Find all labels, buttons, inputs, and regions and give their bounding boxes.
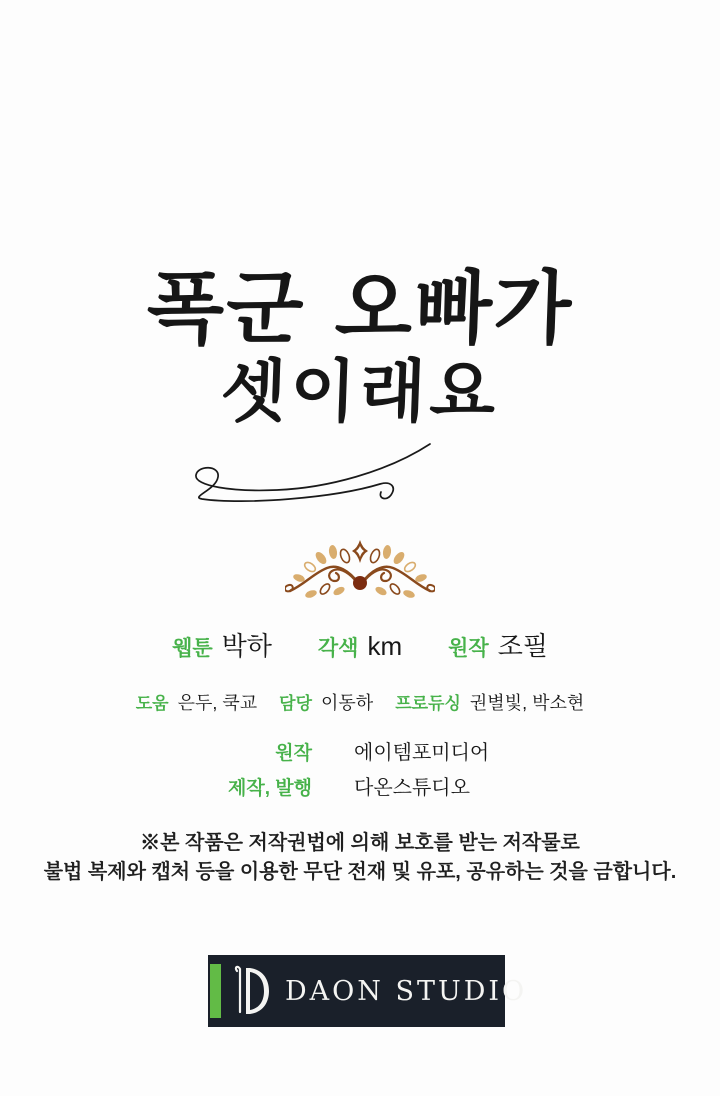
series-title-line1: 폭군 오빠가 — [145, 261, 575, 355]
credit-value: km — [367, 631, 403, 661]
credits-row-main — [0, 626, 720, 663]
credit-producing — [395, 689, 584, 715]
credit-adaptation — [318, 631, 402, 662]
credit-original-media — [177, 736, 543, 765]
copyright-line2: 불법 복제와 캡처 등을 이용한 무단 전재 및 유포, 공유하는 것을 금합니다. — [43, 861, 677, 883]
credit-label: 프로듀싱 — [395, 694, 461, 713]
logo-wordmark: DAON STUDIO — [285, 975, 528, 1007]
logo-accent-bar — [210, 964, 221, 1018]
credit-label: 원작 — [448, 637, 489, 660]
credit-manager — [279, 689, 373, 715]
credit-label: 웹툰 — [172, 637, 213, 660]
credit-label: 담당 — [279, 694, 313, 713]
daon-d-monogram-icon — [229, 964, 271, 1018]
credit-value: 권별빛, 박소현 — [469, 693, 585, 713]
credit-production-publishing — [177, 771, 543, 800]
credit-value: 박하 — [221, 631, 272, 661]
credit-value: 다온스튜디오 — [354, 777, 470, 799]
copyright-notice — [0, 829, 720, 887]
credit-value: 에이템포미디어 — [354, 742, 490, 764]
series-title-line2: 셋이래요 — [219, 352, 501, 432]
credit-label: 원작 — [275, 743, 312, 764]
credit-label: 제작, 발행 — [228, 778, 312, 799]
floral-ornament-divider-icon — [285, 540, 435, 604]
credit-value: 조필 — [497, 631, 548, 661]
credit-original — [448, 626, 548, 663]
credits-row-staff — [0, 689, 720, 715]
calligraphic-flourish-icon — [182, 440, 438, 508]
daon-studio-logo — [208, 955, 528, 1027]
credit-help — [136, 689, 257, 715]
credit-webtoon — [172, 626, 272, 663]
credit-value: 이동하 — [321, 693, 374, 713]
credit-label: 도움 — [135, 694, 169, 713]
copyright-line1: ※본 작품은 저작권법에 의해 보호를 받는 저작물로 — [140, 832, 580, 854]
credit-value: 은두, 쿡교 — [177, 693, 258, 713]
credit-label: 각색 — [317, 637, 359, 660]
series-title — [0, 258, 720, 432]
